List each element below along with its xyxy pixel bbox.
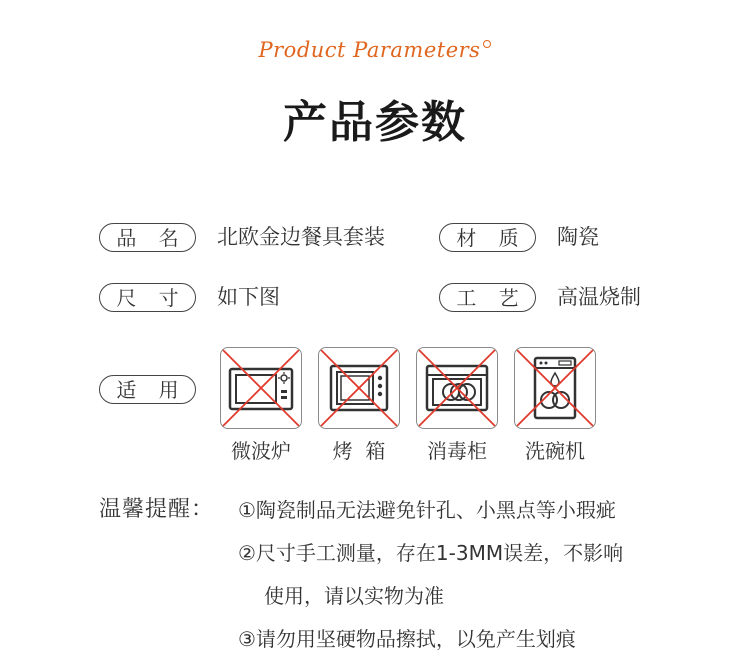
param-label-material: 材 质 <box>439 223 536 252</box>
usage-item-disinfection-cabinet-label: 消毒柜 <box>427 439 487 463</box>
param-value-name: 北欧金边餐具套装 <box>217 225 385 249</box>
param-value-craft: 高温烧制 <box>557 285 641 309</box>
tip-item-1: ①陶瓷制品无法避免针孔、小黑点等小瑕疵 <box>238 498 616 522</box>
microwave-icon <box>221 348 301 428</box>
dishwasher-icon <box>515 348 595 428</box>
disinfection-cabinet-icon <box>417 348 497 428</box>
param-label-name: 品 名 <box>99 223 196 252</box>
param-value-size: 如下图 <box>217 285 280 309</box>
usage-item-disinfection-cabinet <box>416 347 498 429</box>
oven-icon <box>319 348 399 428</box>
usage-item-dishwasher <box>514 347 596 429</box>
usage-item-dishwasher-label: 洗碗机 <box>525 439 585 463</box>
usage-item-microwave <box>220 347 302 429</box>
tip-item-2: ②尺寸手工测量，存在1-3MM误差，不影响 <box>238 541 624 565</box>
tip-item-3: ③请勿用坚硬物品擦拭，以免产生划痕 <box>238 627 576 651</box>
usage-item-microwave-label: 微波炉 <box>231 439 291 463</box>
tips-label: 温馨提醒： <box>99 497 215 522</box>
usage-item-oven <box>318 347 400 429</box>
script-subtitle-text: Product Parameters <box>258 38 481 62</box>
param-value-material: 陶瓷 <box>557 225 599 249</box>
tip-item-2-continued: 使用，请以实物为准 <box>264 584 444 608</box>
param-label-size: 尺 寸 <box>99 283 196 312</box>
usage-label: 适 用 <box>99 375 196 404</box>
script-subtitle <box>0 38 750 62</box>
degree-dot-icon <box>483 40 491 48</box>
page-title: 产品参数 <box>283 97 467 148</box>
param-label-craft: 工 艺 <box>439 283 536 312</box>
usage-item-oven-label: 烤 箱 <box>332 439 386 463</box>
